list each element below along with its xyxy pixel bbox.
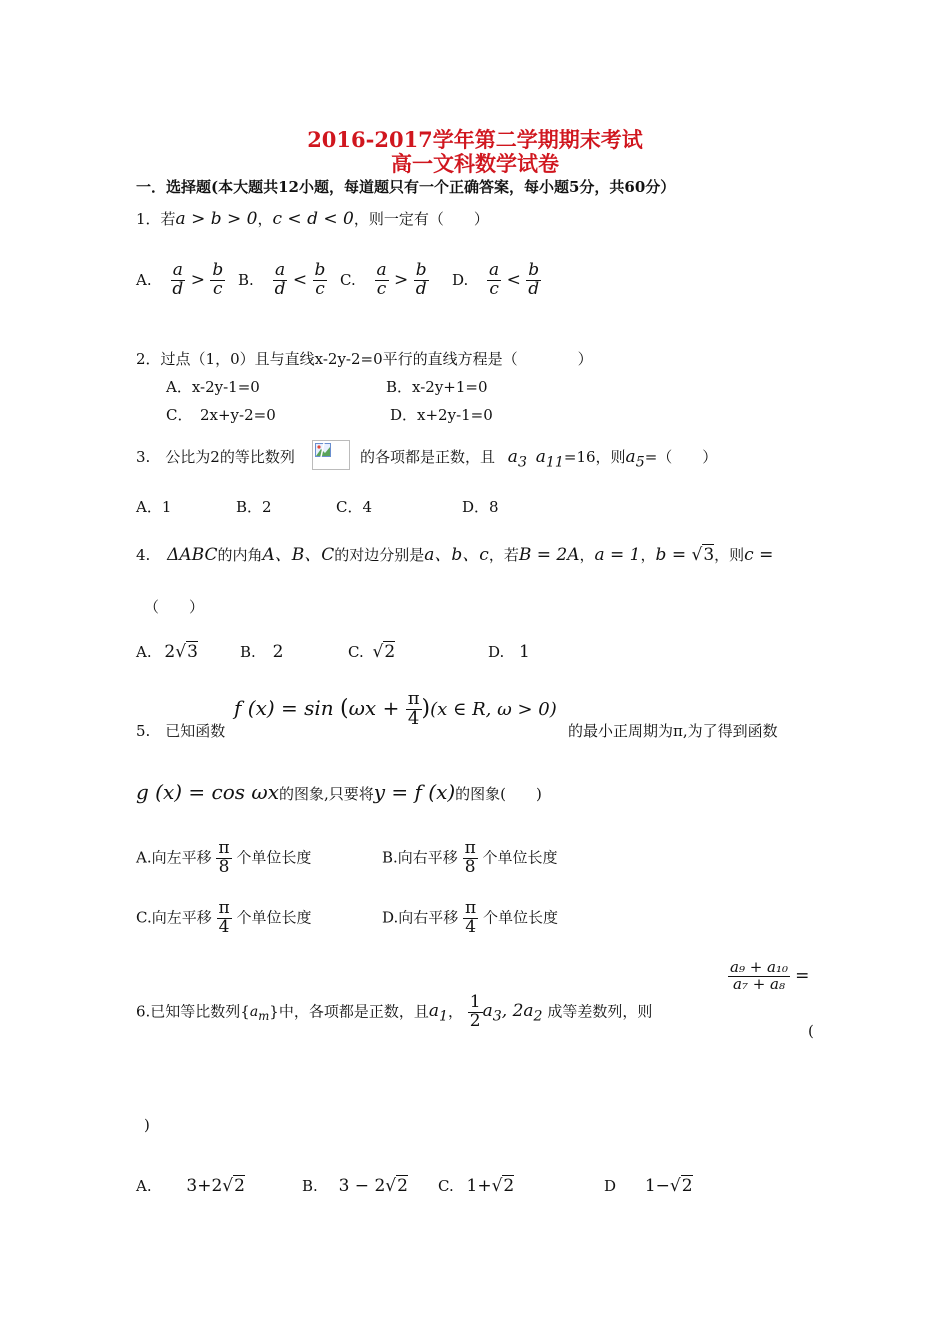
subscript: 1 (438, 1008, 448, 1025)
q4-sides: a、b、c (424, 545, 489, 565)
frac-num: b (528, 260, 540, 280)
q6-text1: }中，各项都是正数，且 (269, 1002, 429, 1021)
frac-num: a (172, 260, 183, 280)
q5-prefix: 5. 已知函数 (136, 722, 226, 740)
q4-text: ，则 (714, 546, 745, 564)
g-function: g (x) = cos ωx (136, 780, 279, 804)
option-label: D. (488, 643, 505, 661)
q1-option-a (136, 262, 225, 299)
q4-cond: b = (655, 545, 692, 565)
fraction (728, 960, 790, 993)
var: a (535, 447, 546, 467)
fraction (463, 840, 478, 877)
frac-num: π (465, 898, 477, 918)
q4-sep: ， (640, 546, 656, 564)
operator: > (190, 269, 205, 290)
q5-text3: 的图象( ) (455, 785, 542, 803)
var: a (249, 1004, 259, 1021)
q3-option-a: A．1 (136, 498, 172, 516)
q1-sep: ， (257, 210, 273, 228)
frac-num: a (274, 260, 286, 280)
q2-option-c: C． 2x+y-2=0 (166, 406, 276, 424)
option-expr: 1−√2 (644, 1176, 693, 1196)
q1-option-expr (170, 260, 225, 299)
q6-ratio (728, 960, 809, 993)
frac-num: a (489, 260, 500, 280)
broken-image-icon (312, 440, 350, 470)
frac-den: c (376, 278, 387, 299)
option-label: C. (438, 1177, 454, 1195)
q1-option-label: A. (136, 270, 152, 289)
frac-num: a (376, 260, 387, 280)
q1-option-expr (487, 260, 541, 299)
fraction (313, 262, 328, 299)
q4-paren: （ ） (144, 598, 205, 616)
frac-num: π (407, 688, 420, 709)
option-label: D (604, 1177, 617, 1195)
question-1-stem (136, 208, 489, 229)
frac-den: d (415, 278, 427, 299)
subscript: m (258, 1009, 270, 1024)
frac-num: b (314, 260, 326, 280)
q6-paren-close: ) (144, 1116, 150, 1134)
frac-den: a₇ + a₈ (733, 974, 786, 993)
frac-den: 4 (465, 916, 477, 937)
fraction (170, 262, 185, 299)
q1-option-label: D. (452, 270, 469, 289)
frac-den: 4 (407, 707, 420, 729)
subscript: 3 (492, 1008, 502, 1025)
frac-den: 8 (218, 856, 230, 877)
fraction (217, 900, 232, 937)
equals: = (795, 965, 810, 986)
frac-num: a₉ + a₁₀ (730, 958, 789, 976)
frac-num: π (218, 898, 230, 918)
q3-a11 (535, 447, 564, 471)
fraction (375, 262, 389, 299)
question-6-stem (136, 994, 652, 1031)
frac-num: 1 (469, 992, 481, 1012)
var: a (428, 1001, 439, 1022)
sqrt-radicand: 2 (503, 1176, 515, 1196)
frac-den: d (274, 278, 286, 299)
frac-num: b (415, 260, 427, 280)
frac-den: c (213, 278, 223, 299)
frac-den: d (172, 278, 184, 299)
q3-option-b: B．2 (236, 498, 272, 516)
q4-option-c (348, 642, 395, 662)
q1-option-c (340, 262, 429, 299)
q1-number: 1．若 (136, 210, 176, 228)
q5-text1: 的最小正周期为π,为了得到函数 (568, 722, 778, 740)
q4-option-b (240, 642, 283, 662)
var: a (482, 1001, 493, 1022)
q6-a1 (428, 1001, 448, 1025)
sqrt-radicand: 2 (397, 1176, 408, 1196)
sqrt-radicand: 2 (681, 1176, 693, 1196)
fraction (210, 262, 225, 299)
expr: 3 − 2 (338, 1176, 386, 1196)
option-unit: 个单位长度 (236, 908, 312, 927)
q6-terms (482, 1001, 543, 1025)
fraction (414, 262, 429, 299)
expr: 1− (644, 1176, 670, 1196)
f-inner: ωx + (348, 695, 400, 720)
q3-a3 (507, 447, 527, 471)
question-2-stem: 2．过点（1，0）且与直线x-2y-2=0平行的直线方程是（ ） (136, 350, 593, 368)
q4-text: 的内角 (217, 546, 263, 564)
q3-middle-text: 的各项都是正数，且 (360, 448, 496, 466)
q4-ask: c = (744, 545, 774, 565)
frac-num: b (212, 260, 224, 280)
option-text: C.向左平移 (136, 908, 212, 927)
q5-text2: 的图象,只要将 (278, 785, 374, 803)
operator: > (394, 269, 409, 290)
y-function: y = f (x) (373, 780, 456, 804)
q3-tail: =（ ） (644, 448, 718, 466)
subscript: 5 (635, 454, 645, 471)
q4-cond: a = 1 (594, 545, 641, 565)
q4-text: 的对边分别是 (334, 546, 425, 564)
q6-paren-open: ( (808, 1022, 814, 1040)
q5-option-d (382, 900, 558, 937)
option-text: D.向右平移 (382, 908, 459, 927)
paren-close: ) (421, 695, 431, 721)
section-heading: 一．选择题(本大题共12小题，每道题只有一个正确答案，每小题5分，共60分） (136, 178, 676, 196)
q4-option-d (488, 642, 530, 662)
operator: < (292, 269, 308, 290)
fraction (526, 262, 541, 299)
fraction (468, 994, 483, 1031)
frac-den: 8 (464, 856, 476, 877)
option-expr: 1 (519, 642, 530, 662)
q6-option-b (302, 1176, 408, 1196)
option-label: B. (240, 643, 256, 661)
option-label: B. (302, 1177, 318, 1195)
q6-option-c (438, 1176, 514, 1196)
q1-condition-1: a > b > 0 (175, 209, 258, 229)
subscript: 3 (517, 454, 527, 471)
frac-den: c (489, 278, 499, 299)
operator: < (506, 269, 521, 290)
fraction (406, 690, 422, 729)
sqrt-radicand: 2 (234, 1176, 245, 1196)
q6-text2: 成等差数列，则 (547, 1002, 653, 1021)
option-unit: 个单位长度 (236, 848, 312, 867)
var: a (507, 447, 518, 467)
var: a (625, 447, 636, 467)
var: , 2a (501, 1001, 534, 1022)
q1-option-d (452, 262, 541, 299)
option-unit: 个单位长度 (483, 908, 559, 927)
q1-option-expr (273, 260, 328, 299)
expr: 1+ (466, 1176, 492, 1196)
broken-image-icon-graphic (315, 443, 331, 457)
frac-den: 4 (218, 916, 230, 937)
q6-option-a (136, 1176, 245, 1196)
frac-num: π (218, 838, 230, 858)
option-text: B.向右平移 (382, 848, 458, 867)
q3-middle (360, 446, 717, 470)
fraction (216, 840, 231, 877)
q4-text: ，若 (488, 546, 519, 564)
q4-cond: B = 2A (518, 545, 580, 565)
option-expr: √2 (372, 642, 396, 662)
subscript: 11 (545, 454, 564, 471)
q6-option-d (604, 1176, 693, 1196)
fraction (463, 900, 478, 937)
q4-triangle: ΔABC (167, 545, 218, 565)
option-expr: 3 − 2√2 (338, 1176, 408, 1196)
q4-sep: ， (579, 546, 595, 564)
option-text: A.向左平移 (136, 848, 212, 867)
fraction (273, 262, 288, 299)
q4-number: 4. (136, 546, 151, 564)
q5-option-a (136, 840, 311, 877)
q5-option-c (136, 900, 311, 937)
q1-option-label: B. (238, 270, 254, 289)
paren-open: ( (340, 695, 349, 721)
q6-prefix: 6.已知等比数列{ (136, 1002, 250, 1021)
q3-eq: =16，则 (563, 448, 626, 466)
q4-option-a (136, 642, 198, 662)
q6-sep: ， (447, 1002, 463, 1021)
q1-condition-2: c < d < 0 (272, 209, 354, 229)
exam-title-line2: 高一文科数学试卷 (391, 151, 559, 176)
q3-a5 (625, 447, 645, 471)
q1-option-label: C. (340, 270, 356, 289)
frac-den: 2 (469, 1010, 481, 1031)
exam-title-line1: 2016-2017学年第二学期期末考试 (307, 127, 643, 152)
q3-option-d: D．8 (462, 498, 499, 516)
option-label: A. (136, 1177, 152, 1195)
coef: 2 (164, 642, 176, 662)
q3-prefix: 3. 公比为2的等比数列 (136, 448, 295, 466)
q2-option-d: D．x+2y-1=0 (390, 406, 493, 424)
option-label: C. (348, 643, 364, 661)
option-label: A. (136, 643, 152, 661)
q2-option-a: A．x-2y-1=0 (166, 378, 260, 396)
q1-option-expr (375, 260, 429, 299)
option-expr: 3+2√2 (186, 1176, 245, 1196)
q1-option-b (238, 262, 327, 299)
question-4-stem: 4. ΔABC的内角A、B、C的对边分别是a、b、c，若B = 2A，a = 1，b = √3，则c = (136, 545, 774, 565)
frac-num: π (464, 838, 476, 858)
sqrt-radicand: 3 (703, 545, 715, 565)
q2-option-b: B．x-2y+1=0 (386, 378, 488, 396)
sqrt-radicand: 3 (187, 642, 198, 662)
sqrt-radicand: 2 (384, 642, 396, 662)
q5-option-b (382, 840, 558, 877)
frac-den: d (528, 278, 540, 299)
fraction (487, 262, 501, 299)
q6-am (249, 1004, 270, 1024)
q4-angles: A、B、C (262, 545, 335, 565)
q5-function-f (234, 690, 557, 729)
option-expr: 2 (272, 642, 284, 662)
expr: 3+2 (186, 1176, 223, 1196)
option-expr: 2√3 (164, 642, 198, 662)
q3-option-c: C．4 (336, 498, 373, 516)
f-domain: (x ∈ R, ω > 0) (430, 698, 557, 720)
subscript: 2 (533, 1008, 543, 1025)
option-expr: 1+√2 (466, 1176, 515, 1196)
q5-line2 (136, 780, 542, 804)
q1-tail: ，则一定有（ ） (353, 210, 489, 228)
frac-den: c (315, 278, 325, 299)
option-unit: 个单位长度 (482, 848, 558, 867)
f-left: f (x) = sin (234, 695, 334, 720)
